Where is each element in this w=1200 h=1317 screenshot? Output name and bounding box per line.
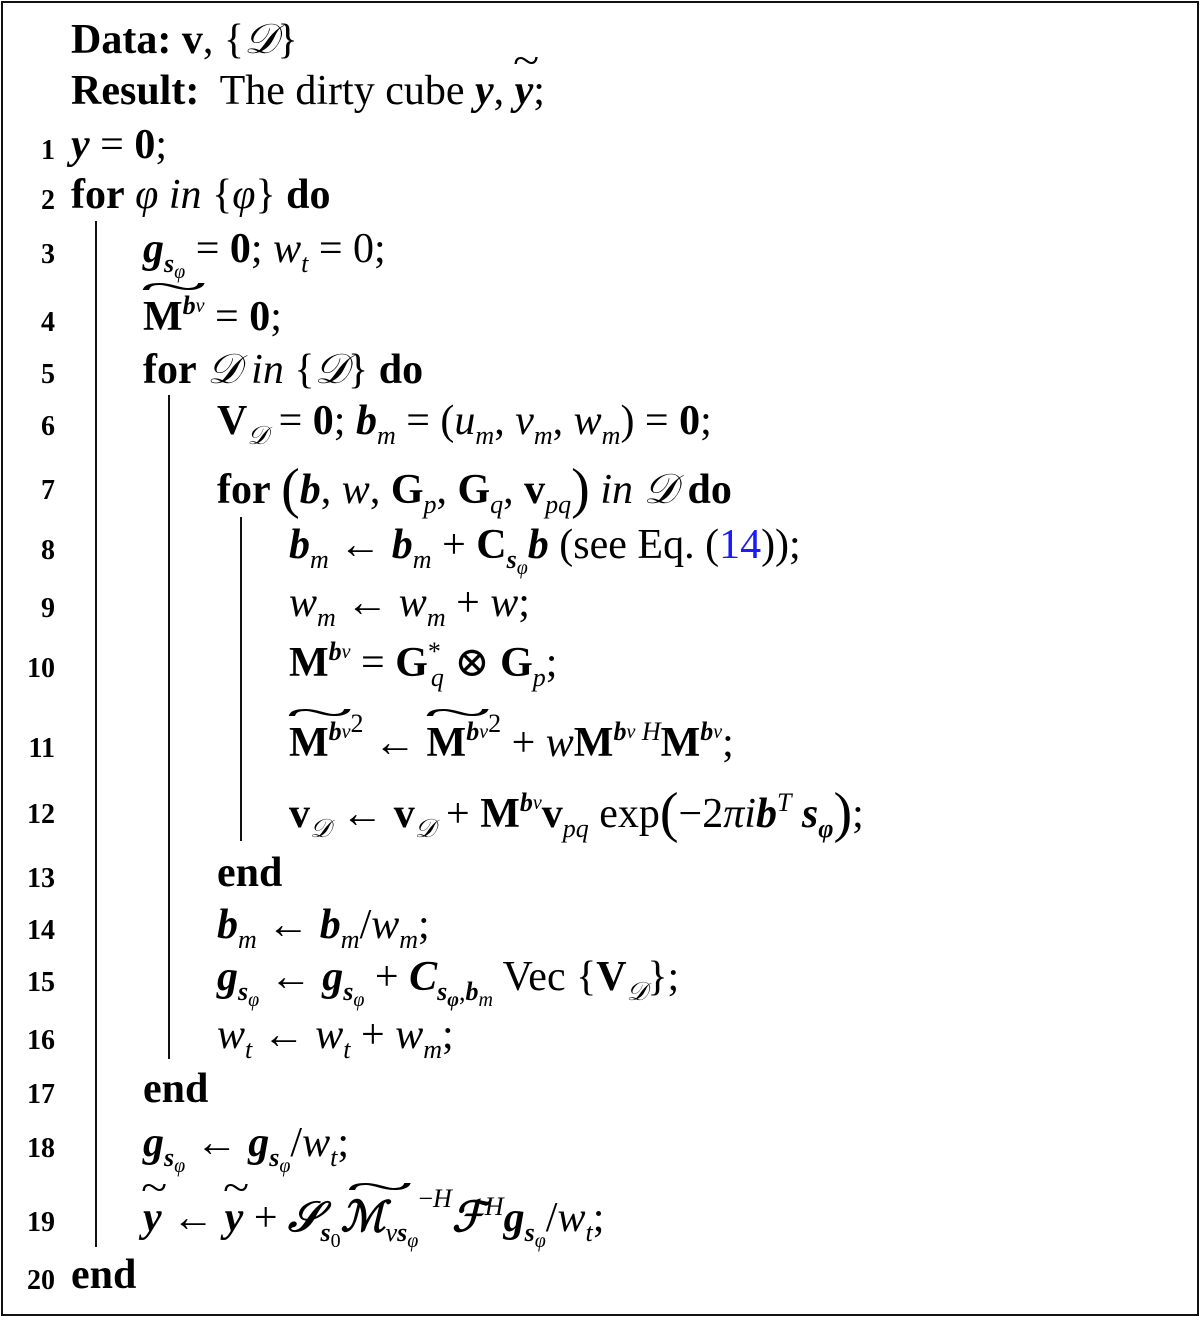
algorithm-box: Data: v, {𝒟} Result: The dirty cube y, ~ y; 1 y = 0; 2 for φ in {φ} do 3 $g_{s_\varphi} = 0$; $w_t = 0$; 4 ~ $M^{b\nu} = 0$; 5 for 𝒟 in {𝒟} do 6 $V_𝒟 = 0$; $b_m = (u_m$, $v_m$, $w_m) = 0$; 7 for (b, w, $G_p$, $G_q$, $v_{pq}$) in 𝒟 do 8 $b_m$ ← $b_m + C_{s_\varphi}b$ (see Eq. (14)); 9 $w_m$ ← $w_m + w$; 10 $M^{b\nu} = G^*_q$ ⊗ $G_p$; 11 ~ $M^{b\nu 2}$ ← ~ $M^{b\nu 2} + wM^{b\nu H}M^{b\nu}$; 12 $v_𝒟$ ← $v_𝒟 + M^{b\nu}v_{pq}$ exp(−2πib$^T$ $s_\varphi$); 13 end 14 $b_m$ ← $b_m/w_m$; 15 $g_{s_\varphi}$ ← $g_{s_\varphi} + C_{s_\varphi,b_m}$ Vec $\{V_𝒟\}$; 16 $w_t$ ← $w_t + w_m$; 17 end 18 $g_{s_\varphi}$ ← $g_{s_\varphi}/w_t$; 19 ~ y ← ~ y + 𝒮$_{s_0}$~ $ℳ_{\nu s_\varphi}^{-H}ℱ^Hg_{s_\varphi}/w_t$; 20 end bbox=[1, 1, 1199, 1316]
data-label: Data: bbox=[71, 17, 172, 63]
block-guide-outer bbox=[95, 221, 97, 1247]
line-number: 11 bbox=[28, 733, 55, 764]
line-number: 2 bbox=[41, 185, 55, 216]
line-number: 1 bbox=[41, 135, 55, 166]
line-number: 5 bbox=[41, 359, 55, 390]
block-guide-middle bbox=[168, 395, 170, 1059]
line-number: 20 bbox=[27, 1265, 55, 1296]
line-number: 16 bbox=[27, 1025, 55, 1056]
result-text: The dirty cube bbox=[219, 68, 465, 114]
line-number: 10 bbox=[27, 653, 55, 684]
result-label: Result: bbox=[71, 68, 200, 114]
line-number: 17 bbox=[27, 1079, 55, 1110]
eq-14-link[interactable]: 14 bbox=[719, 522, 762, 568]
line-number: 19 bbox=[27, 1207, 55, 1238]
line-number: 9 bbox=[41, 593, 55, 624]
line-number: 15 bbox=[27, 967, 55, 998]
line-number: 12 bbox=[27, 799, 55, 830]
line-number: 3 bbox=[41, 239, 55, 270]
line-number: 13 bbox=[27, 863, 55, 894]
line-number: 4 bbox=[41, 307, 55, 338]
block-guide-inner bbox=[240, 517, 242, 841]
line-number: 6 bbox=[41, 411, 55, 442]
line-number: 8 bbox=[41, 535, 55, 566]
line-number: 7 bbox=[41, 475, 55, 506]
line-number: 14 bbox=[27, 915, 55, 946]
line-number: 18 bbox=[27, 1133, 55, 1164]
